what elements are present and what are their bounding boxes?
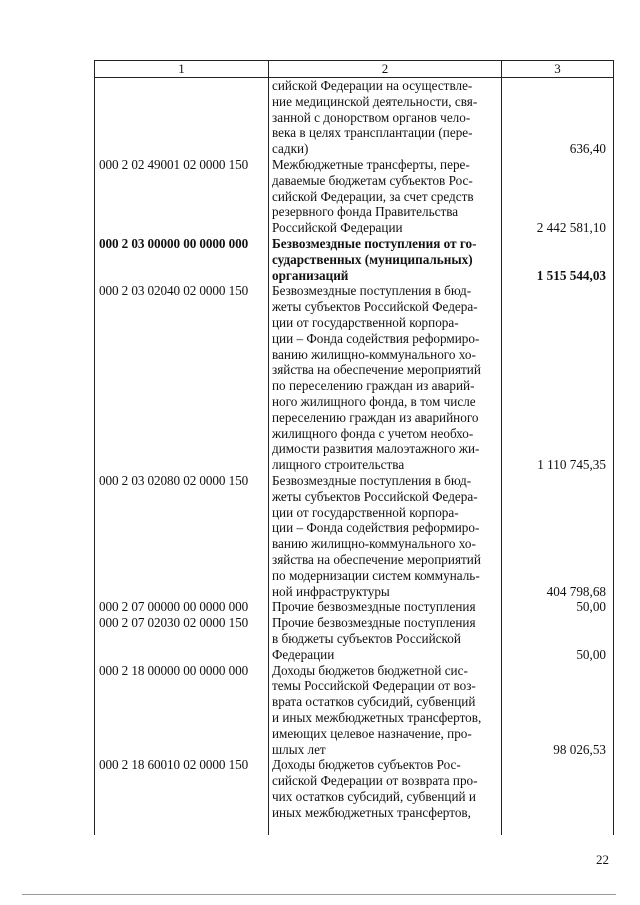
budget-code: 000 2 03 00000 00 0000 000 (99, 236, 249, 251)
description-line: Безвозмездные поступления от го- (272, 236, 477, 251)
budget-code: 000 2 18 00000 00 0000 000 (99, 662, 249, 678)
description-line: Прочие безвозмездные поступления (272, 599, 476, 615)
description-line: Межбюджетные трансферты, пере- (272, 157, 470, 172)
description-line: димости развития малоэтажного жи- (272, 441, 480, 457)
budget-code: 000 2 07 00000 00 0000 000 (99, 599, 249, 615)
header-col-3: 3 (554, 61, 561, 76)
revenue-table (94, 60, 614, 835)
table-body (95, 77, 613, 835)
revenue-description (272, 615, 499, 662)
table-header (95, 60, 613, 78)
description-line: ного жилищного фонда, в том числе (272, 393, 476, 409)
header-col-2: 2 (268, 61, 502, 77)
budget-code: 000 2 03 02040 02 0000 150 (99, 283, 249, 299)
description-line: ции от государственной корпора- (272, 314, 459, 330)
column-divider (268, 77, 269, 835)
amount-value: 98 026,53 (553, 741, 606, 757)
page-number: 22 (596, 852, 609, 867)
description-line: резервного фонда Правительства (272, 204, 459, 220)
revenue-description (272, 236, 499, 283)
description-line: занной с донорством органов чело- (272, 109, 471, 125)
description-line: шлых лет (272, 741, 326, 757)
revenue-description (272, 473, 499, 599)
amount-value: 1 110 745,35 (537, 457, 606, 473)
description-line: сийской Федерации, за счет средств (272, 188, 474, 204)
description-line: Российской Федерации (272, 220, 403, 236)
budget-code: 000 2 03 02080 02 0000 150 (99, 473, 249, 488)
description-line: ной инфраструктуры (272, 583, 390, 599)
budget-code: 000 2 18 60010 02 0000 150 (99, 757, 249, 773)
description-line: переселению граждан из аварийного (272, 409, 479, 425)
description-line: Безвозмездные поступления в бюд- (272, 473, 472, 488)
description-line: ванию жилищно-коммунального хо- (272, 536, 476, 552)
description-line: сийской Федерации от возврата про- (272, 773, 478, 789)
amount-value: 404 798,68 (546, 583, 606, 599)
description-line: по модернизации систем коммуналь- (272, 567, 480, 583)
description-line: Прочие безвозмездные поступления (272, 615, 476, 631)
revenue-description (272, 157, 499, 236)
description-line: врата остатков субсидий, субвенций (272, 694, 476, 710)
description-line: ние медицинской деятельности, свя- (272, 93, 478, 109)
description-line: сударственных (муниципальных) (272, 251, 473, 267)
budget-code: 000 2 07 02030 02 0000 150 (99, 615, 249, 631)
amount-value: 1 515 544,03 (536, 267, 606, 283)
description-line: зяйства на обеспечение мероприятий (272, 551, 481, 567)
description-line: ции от государственной корпора- (272, 504, 459, 520)
description-line: сийской Федерации на осуществле- (272, 78, 473, 93)
description-line: лищного строительства (272, 457, 405, 473)
header-col-1: 1 (178, 61, 185, 76)
bottom-rule (22, 894, 616, 895)
revenue-description (272, 599, 499, 615)
description-line: темы Российской Федерации от воз- (272, 678, 476, 694)
description-line: организаций (272, 267, 349, 283)
budget-code: 000 2 02 49001 02 0000 150 (99, 157, 249, 172)
description-line: в бюджеты субъектов Российской (272, 630, 461, 646)
description-line: и иных межбюджетных трансфертов, (272, 709, 482, 725)
description-line: иных межбюджетных трансфертов, (272, 804, 471, 820)
description-line: жеты субъектов Российской Федера- (272, 488, 478, 504)
description-line: жеты субъектов Российской Федера- (272, 299, 478, 315)
description-line: жилищного фонда с учетом необхо- (272, 425, 474, 441)
revenue-description (272, 757, 499, 820)
revenue-description (272, 78, 499, 157)
description-line: Федерации (272, 646, 335, 662)
description-line: ции – Фонда содействия реформиро- (272, 520, 480, 536)
column-divider (501, 77, 502, 835)
revenue-description (272, 283, 499, 473)
description-line: по переселению граждан из аварий- (272, 378, 475, 394)
description-line: даваемые бюджетам субъектов Рос- (272, 172, 473, 188)
amount-value: 636,40 (569, 141, 606, 157)
description-line: садки) (272, 141, 309, 157)
description-line: века в целях трансплантации (пере- (272, 125, 473, 141)
revenue-description (272, 663, 499, 758)
description-line: Доходы бюджетов бюджетной сис- (272, 662, 468, 678)
description-line: имеющих целевое назначение, про- (272, 725, 472, 741)
description-line: ванию жилищно-коммунального хо- (272, 346, 476, 362)
description-line: Безвозмездные поступления в бюд- (272, 283, 472, 299)
amount-value: 50,00 (576, 646, 606, 662)
description-line: ции – Фонда содействия реформиро- (272, 330, 480, 346)
amount-value: 50,00 (576, 599, 606, 615)
description-line: чих остатков субсидий, субвенций и (272, 788, 476, 804)
amount-value: 2 442 581,10 (536, 220, 606, 236)
description-line: Доходы бюджетов субъектов Рос- (272, 757, 461, 773)
description-line: зяйства на обеспечение мероприятий (272, 362, 481, 378)
